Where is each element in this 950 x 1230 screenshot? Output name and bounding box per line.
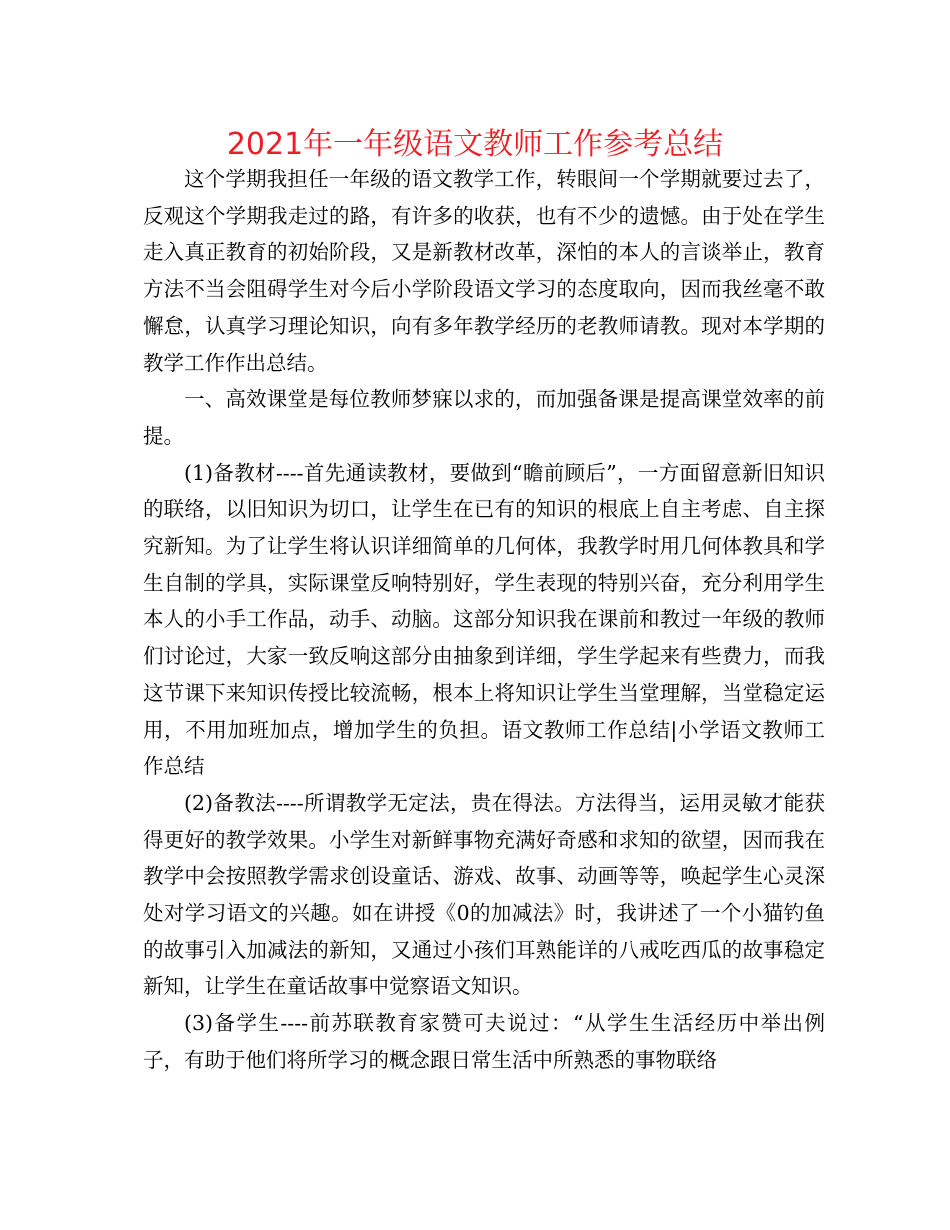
paragraph-section-heading: 一、高效课堂是每位教师梦寐以求的，而加强备课是提高课堂效率的前提。 [143,387,825,448]
document-body [143,161,825,1079]
paragraph-prepare-materials: (1)备教材----首先通读教材，要做到“瞻前顾后”，一方面留意新旧知识的联络，以旧知识为切口，让学生在已有的知识的根底上自主考虑、自主探究新知。为了让学生将认识详细简单的几何体，我教学时用几何体教具和学生自制的学具，实际课堂反响特别好，学生表现的特别兴奋，充分利用学生本人的小手工作品，动手、动脑。这部分知识我在课前和教过一年级的教师们讨论过，大家一致反响这部分由抽象到详细，学生学起来有些费力，而我这节课下来知识传授比较流畅，根本上将知识让学生当堂理解，当堂稳定运用，不用加班加点，增加学生的负担。语文教师工作总结|小学语文教师工作总结 [143,460,825,779]
paragraph-prepare-methods: (2)备教法----所谓教学无定法，贵在得法。方法得当，运用灵敏才能获得更好的教学效果。小学生对新鲜事物充满好奇感和求知的欲望，因而我在教学中会按照教学需求创设童话、游戏、故事、动画等等，唤起学生心灵深处对学习语文的兴趣。如在讲授《0的加减法》时，我讲述了一个小猫钓鱼的故事引入加减法的新知，又通过小孩们耳熟能详的八戒吃西瓜的故事稳定新知，让学生在童话故事中觉察语文知识。 [143,790,825,999]
paragraph-intro: 这个学期我担任一年级的语文教学工作，转眼间一个学期就要过去了，反观这个学期我走过的路，有许多的收获，也有不少的遗憾。由于处在学生走入真正教育的初始阶段，又是新教材改革，深怕的本人的言谈举止，教育方法不当会阻碍学生对今后小学阶段语文学习的态度取向，因而我丝毫不敢懈怠，认真学习理论知识，向有多年教学经历的老教师请教。现对本学期的教学工作作出总结。 [143,167,825,375]
document-title: 2021年一年级语文教师工作参考总结 [226,127,724,162]
paragraph-prepare-students: (3)备学生----前苏联教育家赞可夫说过：“从学生生活经历中举出例子，有助于他们将所学习的概念跟日常生活中所熟悉的事物联络 [143,1011,825,1072]
